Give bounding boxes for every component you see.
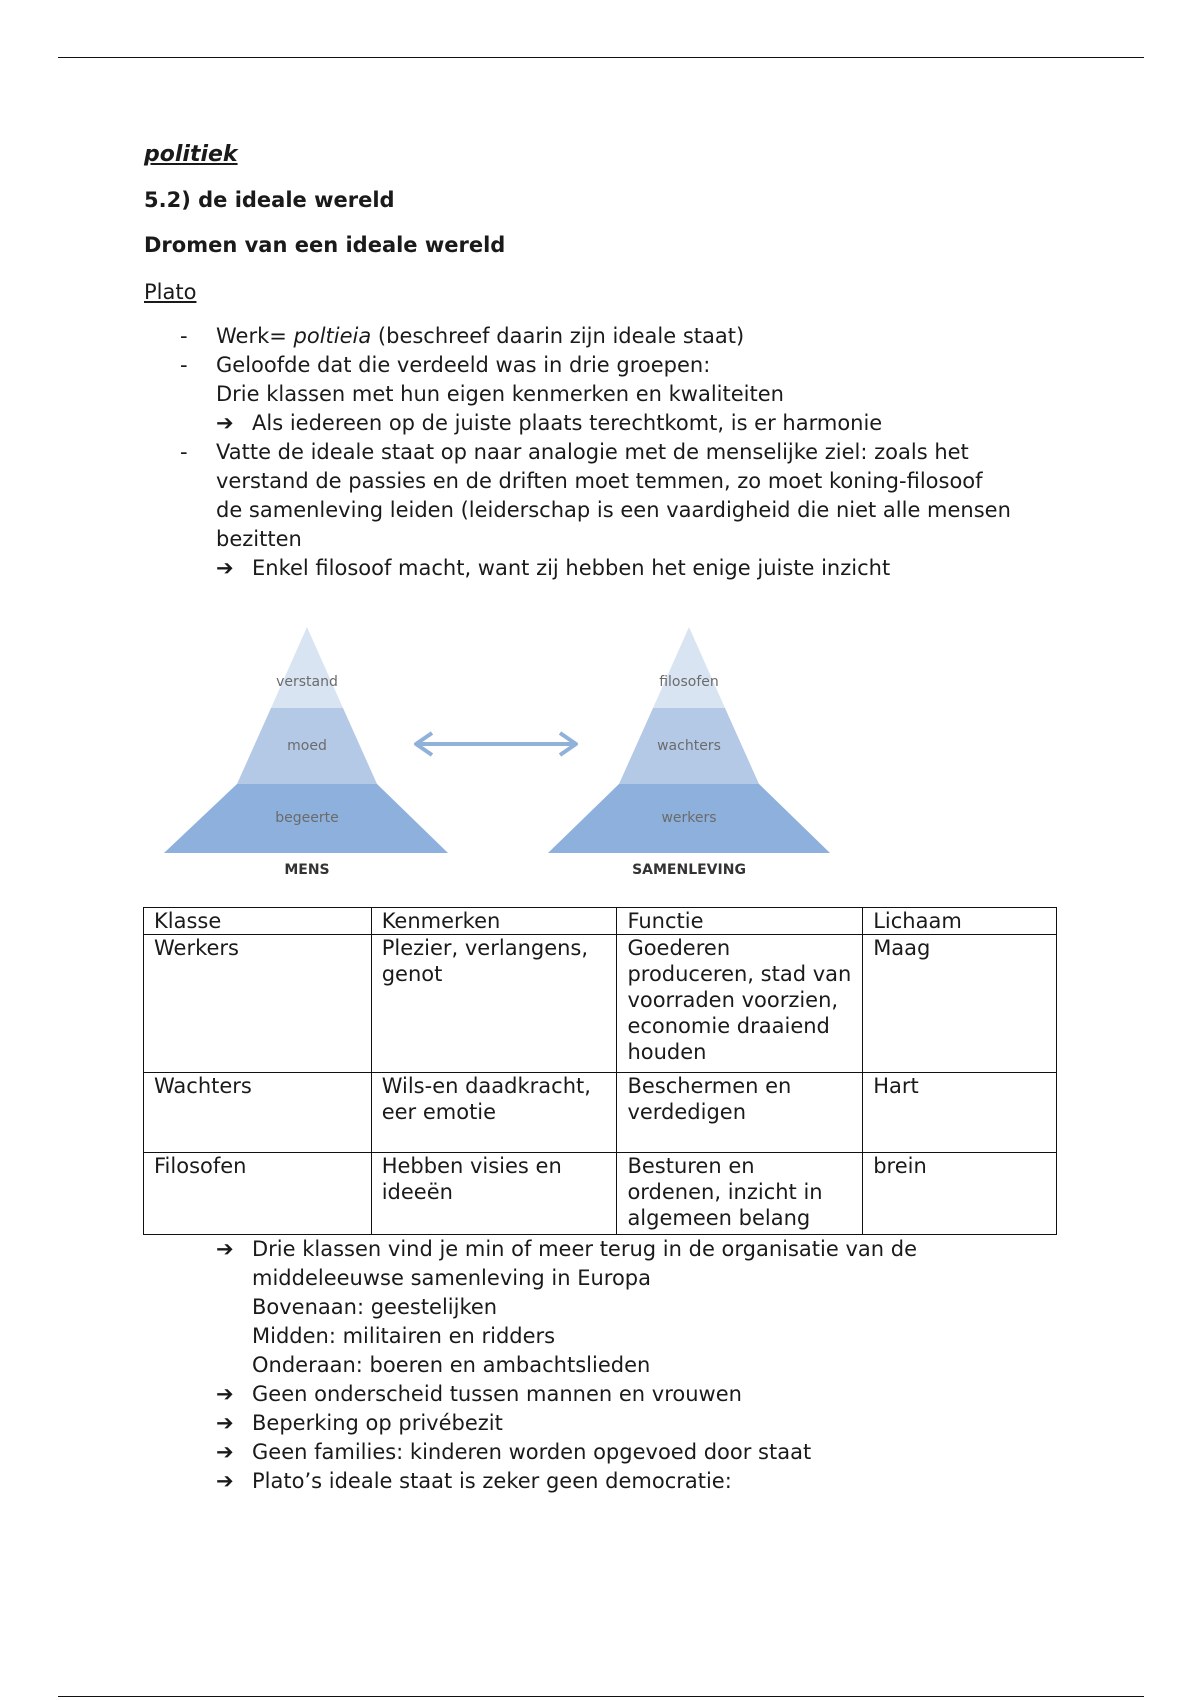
conclusion-line: Geen onderscheid tussen mannen en vrouwen — [252, 1382, 742, 1406]
conclusion-line: middeleeuwse samenleving in Europa — [252, 1266, 652, 1290]
dash-icon: - — [180, 353, 188, 377]
pyramid-mens-label-top: verstand — [276, 674, 338, 690]
header-cell: Kenmerken — [371, 908, 617, 935]
bullet-werk-title: poltieia — [293, 324, 372, 348]
classes-table — [143, 907, 1057, 1235]
topic-heading: Dromen van een ideale wereld — [144, 233, 506, 257]
header-cell: Lichaam — [863, 908, 1057, 935]
pyramid-samenleving-caption: SAMENLEVING — [632, 862, 746, 878]
table-cell: Hart — [863, 1073, 1057, 1153]
table-row — [144, 1153, 1057, 1235]
table-row — [144, 1073, 1057, 1153]
pyramid-samenleving — [548, 627, 830, 878]
dash-icon: - — [180, 324, 188, 348]
table-header-row — [144, 908, 1057, 935]
conclusion-line: Plato’s ideale staat is zeker geen democratie: — [252, 1469, 732, 1493]
bottom-rule — [58, 1696, 1144, 1697]
top-rule — [58, 57, 1144, 58]
pyramid-samenleving-label-middle: wachters — [657, 738, 721, 754]
conclusion-item — [216, 1235, 1116, 1380]
conclusion-line: Midden: militairen en ridders — [252, 1324, 556, 1348]
conclusion-line: Drie klassen vind je min of meer terug in de organisatie van de — [252, 1237, 917, 1261]
table-cell: Beschermen en verdedigen — [617, 1073, 863, 1153]
pyramid-mens-label-middle: moed — [287, 738, 327, 754]
bullet-analogie-l3: de samenleving leiden (leiderschap is een vaardigheid die niet alle mensen — [216, 498, 1011, 522]
arrow-right-icon: ➔ — [216, 1469, 234, 1493]
pyramid-diagram — [150, 600, 870, 880]
pyramid-mens-top — [271, 627, 343, 708]
table-cell: Werkers — [144, 935, 372, 1073]
conclusion-line: Beperking op privébezit — [252, 1411, 503, 1435]
arrow-right-icon: ➔ — [216, 1237, 234, 1261]
bullet-analogie — [180, 438, 1080, 554]
pyramid-mens-caption: MENS — [284, 862, 330, 878]
conclusion-item — [216, 1409, 1116, 1438]
chapter-heading: 5.2) de ideale wereld — [144, 188, 395, 212]
pyramid-samenleving-top — [653, 627, 725, 708]
bullet-werk-suffix: (beschreef daarin zijn ideale staat) — [371, 324, 745, 348]
author-heading: Plato — [144, 280, 197, 304]
conclusion-item — [216, 1438, 1116, 1467]
bullet-analogie-l1: Vatte de ideale staat op naar analogie met de menselijke ziel: zoals het — [216, 440, 969, 464]
arrow-right-icon: ➔ — [216, 1411, 234, 1435]
table-cell: Plezier, verlangens, genot — [371, 935, 617, 1073]
pyramid-samenleving-label-top: filosofen — [659, 674, 719, 690]
dash-icon: - — [180, 440, 188, 464]
conclusion-line: Geen families: kinderen worden opgevoed door staat — [252, 1440, 812, 1464]
pyramid-mens — [164, 627, 448, 878]
arrow-harmonie-text: Als iedereen op de juiste plaats terechtkomt, is er harmonie — [252, 411, 883, 435]
header-cell: Functie — [617, 908, 863, 935]
table-cell: Hebben visies en ideeën — [371, 1153, 617, 1235]
conclusion-line: Bovenaan: geestelijken — [252, 1295, 498, 1319]
bullet-werk-prefix: Werk= — [216, 324, 294, 348]
bullet-analogie-l2: verstand de passies en de driften moet temmen, zo moet koning-filosoof — [216, 469, 983, 493]
table-cell: Maag — [863, 935, 1057, 1073]
arrow-right-icon: ➔ — [216, 1382, 234, 1406]
pyramid-samenleving-label-bottom: werkers — [661, 810, 717, 826]
bullet-groepen-l2: Drie klassen met hun eigen kenmerken en kwaliteiten — [216, 382, 784, 406]
table-cell: Goederen produceren, stad van voorraden voorzien, economie draaiend houden — [617, 935, 863, 1073]
table-cell: Wils-en daadkracht, eer emotie — [371, 1073, 617, 1153]
bullet-groepen — [180, 351, 1080, 409]
table-cell: Besturen en ordenen, inzicht in algemeen belang — [617, 1153, 863, 1235]
header-cell: Klasse — [144, 908, 372, 935]
conclusion-line: Onderaan: boeren en ambachtslieden — [252, 1353, 651, 1377]
arrow-harmonie — [180, 409, 1080, 438]
conclusion-item — [216, 1467, 1116, 1496]
conclusion-item — [216, 1380, 1116, 1409]
arrow-right-icon: ➔ — [216, 1440, 234, 1464]
table-cell: brein — [863, 1153, 1057, 1235]
arrow-filosoof-text: Enkel filosoof macht, want zij hebben het enige juiste inzicht — [252, 556, 891, 580]
bullet-groepen-l1: Geloofde dat die verdeeld was in drie groepen: — [216, 353, 711, 377]
table-cell: Filosofen — [144, 1153, 372, 1235]
intro-bullets — [180, 322, 1080, 583]
table-row — [144, 935, 1057, 1073]
arrow-filosoof — [180, 554, 1080, 583]
bullet-analogie-l4: bezitten — [216, 527, 302, 551]
pyramid-mens-label-bottom: begeerte — [275, 810, 339, 826]
section-title: politiek — [144, 142, 238, 167]
table-cell: Wachters — [144, 1073, 372, 1153]
arrow-right-icon: ➔ — [216, 411, 234, 435]
conclusion-list — [216, 1235, 1116, 1496]
double-arrow-icon — [416, 733, 576, 755]
bullet-werk — [180, 322, 1080, 351]
arrow-right-icon: ➔ — [216, 556, 234, 580]
